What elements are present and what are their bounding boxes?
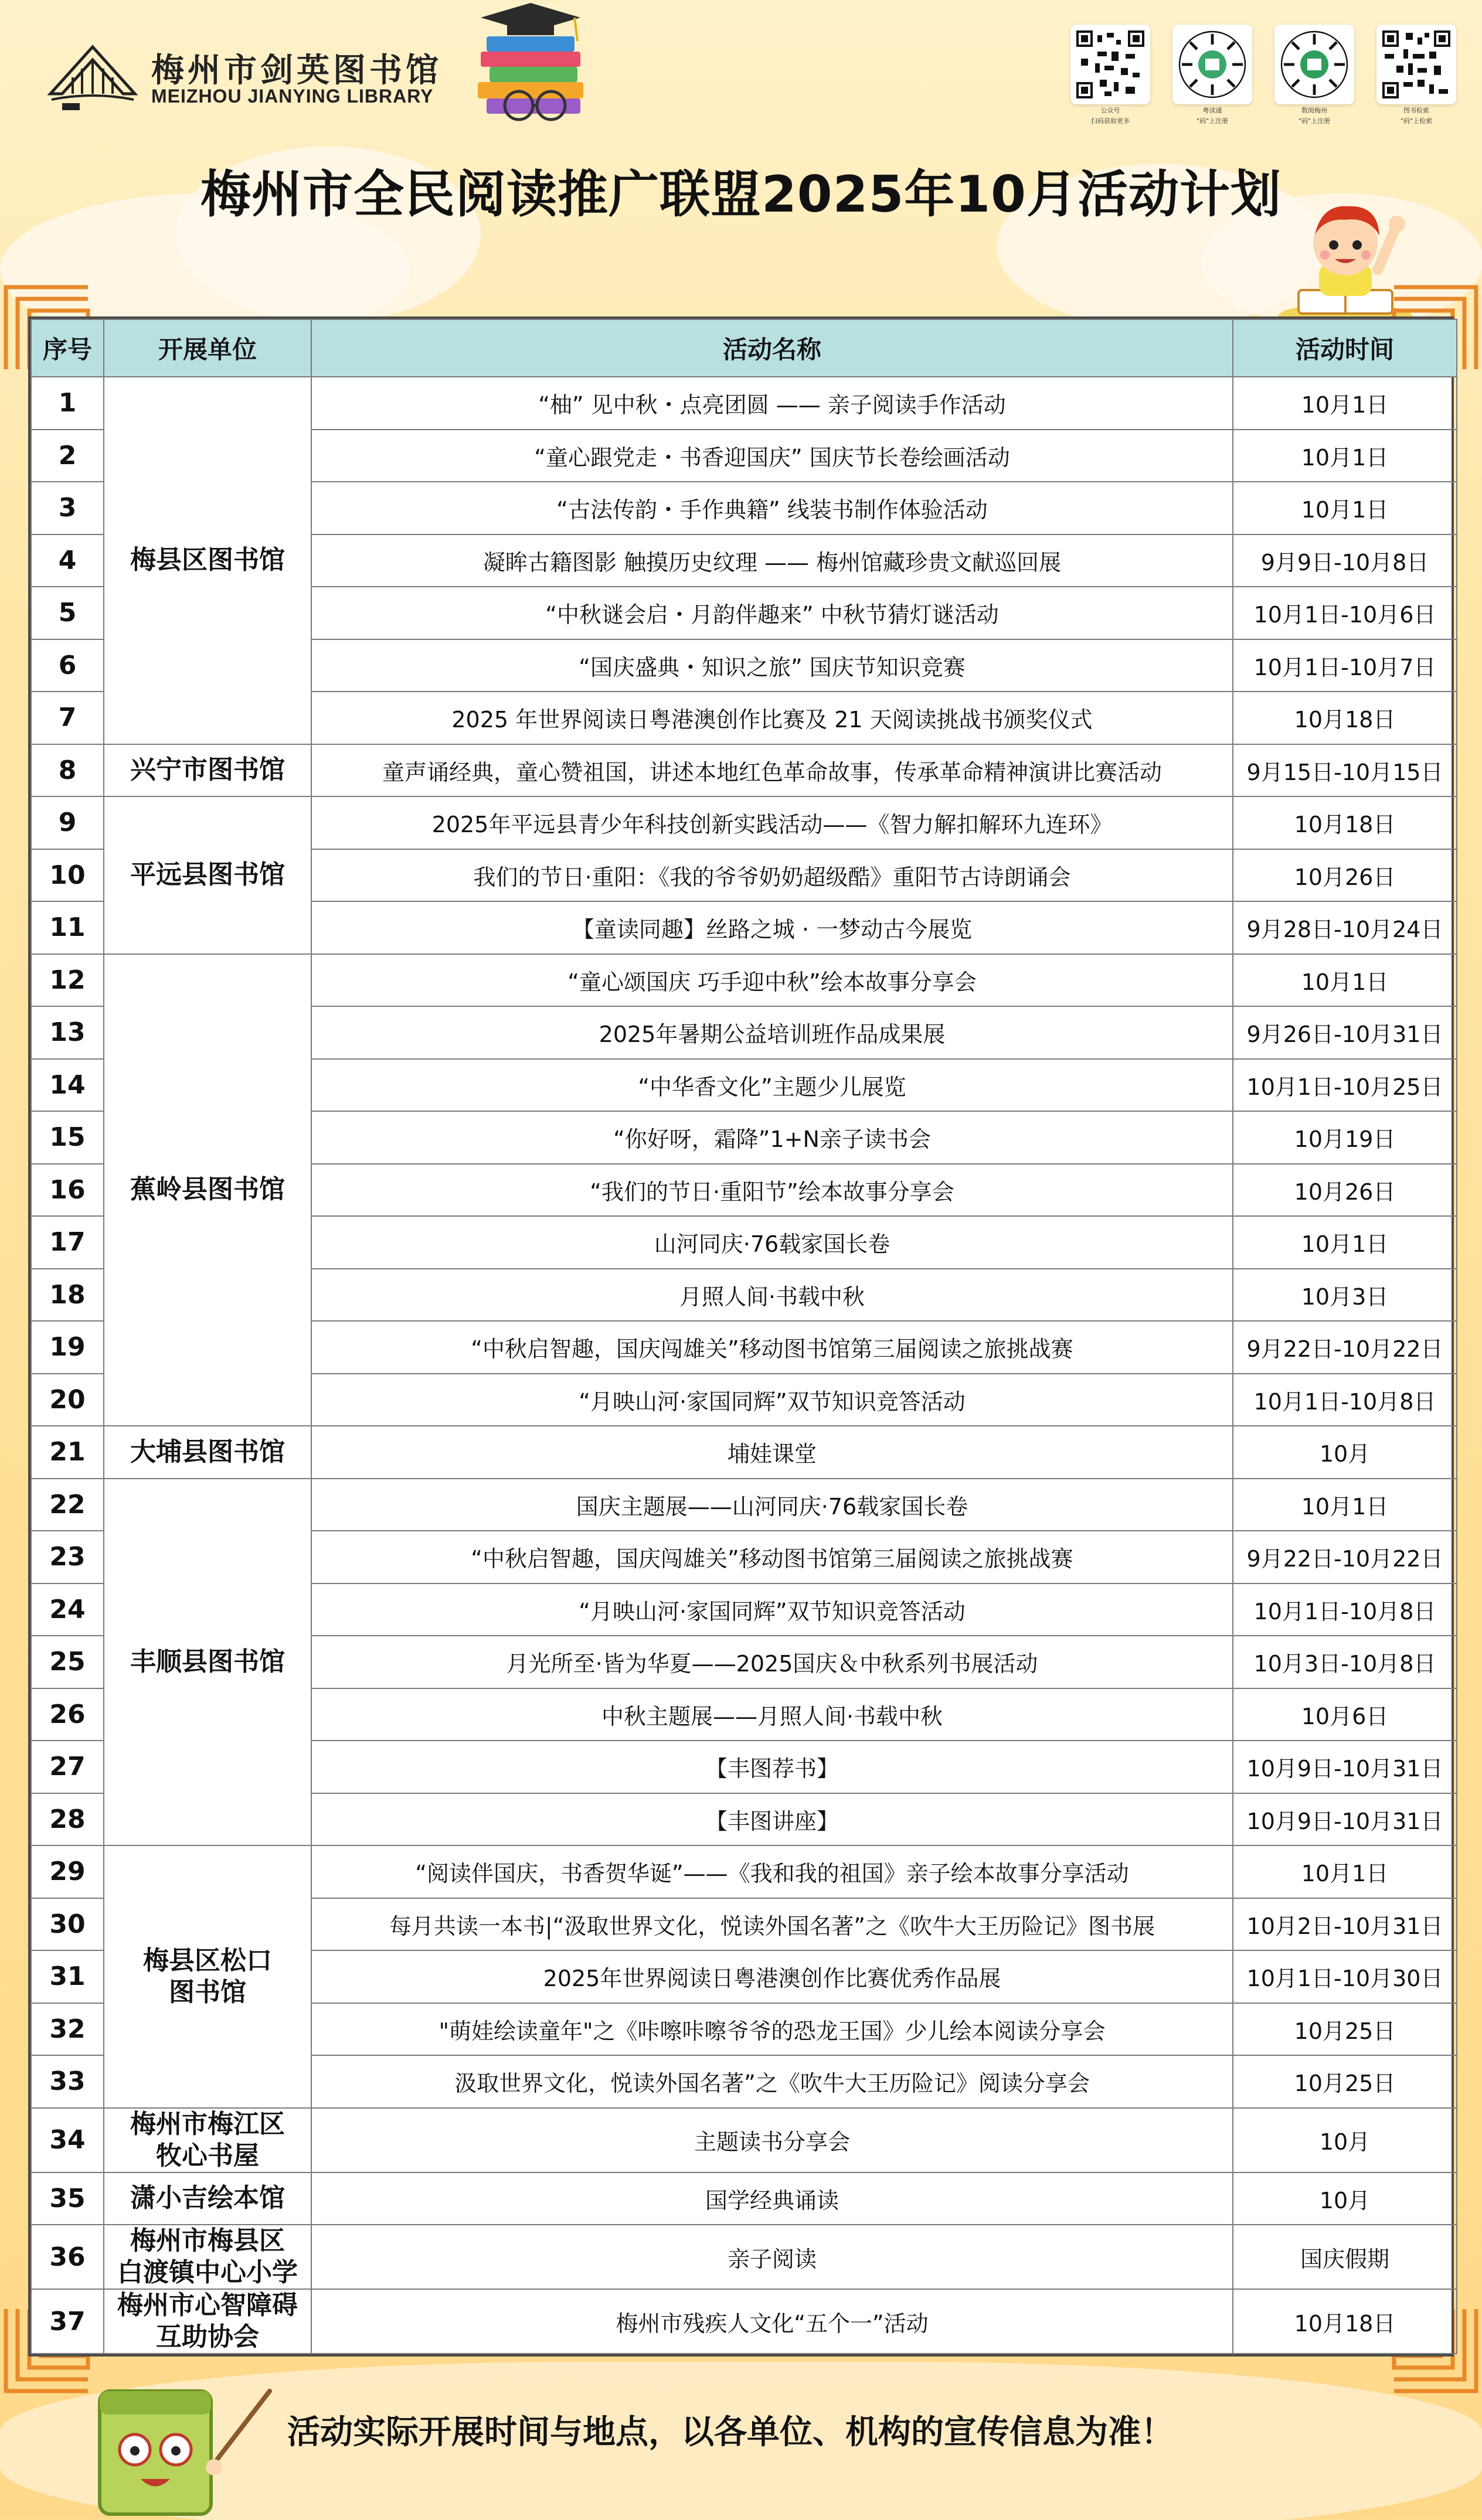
activity-name: “国庆盛典・知识之旅” 国庆节知识竞赛 <box>311 639 1233 692</box>
row-number: 20 <box>31 1374 104 1426</box>
organizing-unit: 丰顺县图书馆 <box>104 1479 311 1846</box>
activity-name: “月映山河·家国同辉”双节知识竞答活动 <box>311 1374 1233 1426</box>
activity-name: 埔娃课堂 <box>311 1426 1233 1479</box>
activity-name: “阅读伴国庆，书香贺华诞”——《我和我的祖国》亲子绘本故事分享活动 <box>311 1845 1233 1898</box>
row-number: 7 <box>31 692 104 744</box>
activity-name: “中秋谜会启・月韵伴趣来” 中秋节猜灯谜活动 <box>311 587 1233 639</box>
qr-label-line2: "码"上注册 <box>1298 117 1331 125</box>
qr-code-shuyue-meizhou[interactable] <box>1274 25 1354 125</box>
footer-note: 活动实际开展时间与地点，以各单位、机构的宣传信息为准！ <box>287 2413 1174 2451</box>
qr-code-yuedutong[interactable] <box>1172 25 1252 125</box>
activity-time: 10月18日 <box>1233 2289 1457 2354</box>
activity-time: 10月18日 <box>1233 796 1457 849</box>
activity-name: 童声诵经典，童心赞祖国，讲述本地红色革命故事，传承革命精神演讲比赛活动 <box>311 744 1233 797</box>
activity-time: 10月1日 <box>1233 1216 1457 1269</box>
organizing-unit: 梅州市梅县区 白渡镇中心小学 <box>104 2225 311 2289</box>
activity-name: 每月共读一本书|“汲取世界文化，悦读外国名著”之《吹牛大王历险记》图书展 <box>311 1898 1233 1951</box>
qr-code-icon <box>1076 30 1144 98</box>
activity-time: 9月28日-10月24日 <box>1233 901 1457 954</box>
table-row <box>31 377 1457 430</box>
activity-time: 10月1日-10月8日 <box>1233 1374 1457 1426</box>
row-number: 2 <box>31 430 104 482</box>
activity-time: 10月1日-10月7日 <box>1233 639 1457 692</box>
table-body <box>31 377 1457 2354</box>
activity-name: 我们的节日·重阳：《我的爷爷奶奶超级酷》重阳节古诗朗诵会 <box>311 849 1233 902</box>
organizing-unit: 潇小吉绘本馆 <box>104 2172 311 2225</box>
activity-time: 10月 <box>1233 1426 1457 1479</box>
row-number: 36 <box>31 2225 104 2289</box>
activity-time: 10月1日 <box>1233 377 1457 430</box>
activity-time: 10月1日 <box>1233 954 1457 1007</box>
activity-name: 梅州市残疾人文化“五个一”活动 <box>311 2289 1233 2354</box>
organizing-unit: 梅州市梅江区 牧心书屋 <box>104 2108 311 2172</box>
row-number: 32 <box>31 2003 104 2056</box>
activity-time: 10月1日 <box>1233 1845 1457 1898</box>
activity-name: 主题读书分享会 <box>311 2108 1233 2172</box>
table-row <box>31 2225 1457 2289</box>
row-number: 9 <box>31 796 104 849</box>
activity-name: 【丰图讲座】 <box>311 1793 1233 1846</box>
activity-name: 中秋主题展——月照人间·书载中秋 <box>311 1688 1233 1741</box>
row-number: 26 <box>31 1688 104 1741</box>
table-row <box>31 796 1457 849</box>
row-number: 18 <box>31 1269 104 1322</box>
row-number: 11 <box>31 901 104 954</box>
activity-time: 10月25日 <box>1233 2055 1457 2108</box>
row-number: 37 <box>31 2289 104 2354</box>
qr-code-icon <box>1382 30 1450 98</box>
organizing-unit: 兴宁市图书馆 <box>104 744 311 797</box>
library-name-en: MEIZHOU JIANYING LIBRARY <box>151 86 434 107</box>
qr-code-book-search[interactable] <box>1376 25 1456 125</box>
row-number: 8 <box>31 744 104 797</box>
row-number: 12 <box>31 954 104 1007</box>
qr-label-line1: 粤读通 <box>1202 107 1222 114</box>
activity-name: 月光所至·皆为华夏——2025国庆＆中秋系列书展活动 <box>311 1636 1233 1688</box>
row-number: 1 <box>31 377 104 430</box>
library-logo-icon <box>46 42 140 113</box>
activity-name: “童心跟党走・书香迎国庆” 国庆节长卷绘画活动 <box>311 430 1233 482</box>
activity-name: 【童读同趣】丝路之城 · 一梦动古今展览 <box>311 901 1233 954</box>
activity-time: 10月1日-10月25日 <box>1233 1059 1457 1112</box>
row-number: 17 <box>31 1216 104 1269</box>
qr-label-line2: "码"上注册 <box>1196 117 1229 125</box>
activity-time: 9月9日-10月8日 <box>1233 534 1457 587</box>
library-name-cn: 梅州市剑英图书馆 <box>151 51 442 90</box>
activity-time: 10月3日-10月8日 <box>1233 1636 1457 1688</box>
table-row <box>31 744 1457 797</box>
activity-name: 凝眸古籍图影 触摸历史纹理 —— 梅州馆藏珍贵文献巡回展 <box>311 534 1233 587</box>
page-title: 梅州市全民阅读推广联盟2025年10月活动计划 <box>200 165 1282 224</box>
activity-name: 月照人间·书载中秋 <box>311 1269 1233 1322</box>
activity-time: 10月1日 <box>1233 482 1457 534</box>
activity-time: 9月15日-10月15日 <box>1233 744 1457 797</box>
header-activity-time: 活动时间 <box>1233 319 1457 377</box>
activity-time: 9月26日-10月31日 <box>1233 1006 1457 1059</box>
row-number: 28 <box>31 1793 104 1846</box>
row-number: 15 <box>31 1111 104 1164</box>
organizing-unit: 梅县区松口 图书馆 <box>104 1845 311 2108</box>
book-mascot-illustration <box>76 2368 287 2520</box>
activity-name: 国学经典诵读 <box>311 2172 1233 2225</box>
activity-name: 2025 年世界阅读日粤港澳创作比赛及 21 天阅读挑战书颁奖仪式 <box>311 692 1233 744</box>
activity-time: 10月19日 <box>1233 1111 1457 1164</box>
row-number: 5 <box>31 587 104 639</box>
mini-program-code-icon <box>1178 30 1246 98</box>
activity-name: “古法传韵・手作典籍” 线装书制作体验活动 <box>311 482 1233 534</box>
activity-name: “童心颂国庆 巧手迎中秋”绘本故事分享会 <box>311 954 1233 1007</box>
row-number: 30 <box>31 1898 104 1951</box>
activity-name: 山河同庆·76载家国长卷 <box>311 1216 1233 1269</box>
activity-name: “你好呀，霜降”1+N亲子读书会 <box>311 1111 1233 1164</box>
row-number: 6 <box>31 639 104 692</box>
qr-label-line1: 数阅梅州 <box>1301 107 1327 114</box>
activity-time: 10月1日-10月6日 <box>1233 587 1457 639</box>
row-number: 19 <box>31 1321 104 1374</box>
table-row <box>31 2289 1457 2354</box>
qr-label-line1: 公众号 <box>1100 107 1120 114</box>
row-number: 31 <box>31 1950 104 2003</box>
table-row <box>31 1426 1457 1479</box>
row-number: 24 <box>31 1583 104 1636</box>
organizing-unit: 梅州市心智障碍 互助协会 <box>104 2289 311 2354</box>
row-number: 16 <box>31 1164 104 1217</box>
activity-name: “中秋启智趣，国庆闯雄关”移动图书馆第三届阅读之旅挑战赛 <box>311 1531 1233 1583</box>
activity-name: “柚” 见中秋・点亮团圆 —— 亲子阅读手作活动 <box>311 377 1233 430</box>
qr-label-line2: "码"上检索 <box>1400 117 1433 125</box>
activity-name: 2025年平远县青少年科技创新实践活动——《智力解扣解环九连环》 <box>311 796 1233 849</box>
activity-time: 10月1日 <box>1233 1479 1457 1531</box>
book-stack-icon <box>463 0 598 126</box>
row-number: 35 <box>31 2172 104 2225</box>
row-number: 25 <box>31 1636 104 1688</box>
row-number: 3 <box>31 482 104 534</box>
row-number: 27 <box>31 1741 104 1793</box>
activity-time: 10月1日 <box>1233 430 1457 482</box>
activity-time: 10月26日 <box>1233 849 1457 902</box>
activity-time: 10月6日 <box>1233 1688 1457 1741</box>
row-number: 22 <box>31 1479 104 1531</box>
table-row <box>31 2172 1457 2225</box>
row-number: 13 <box>31 1006 104 1059</box>
qr-label-line2: 扫码获取更多 <box>1091 117 1130 125</box>
row-number: 21 <box>31 1426 104 1479</box>
activity-time: 10月9日-10月31日 <box>1233 1741 1457 1793</box>
activity-name: 【丰图荐书】 <box>311 1741 1233 1793</box>
qr-label-line1: 图书检索 <box>1403 107 1429 114</box>
table-row <box>31 1845 1457 1898</box>
header-number: 序号 <box>31 319 104 377</box>
activity-time: 9月22日-10月22日 <box>1233 1321 1457 1374</box>
organizing-unit: 蕉岭县图书馆 <box>104 954 311 1426</box>
table-row <box>31 2108 1457 2172</box>
activity-time: 10月 <box>1233 2108 1457 2172</box>
activity-time: 9月22日-10月22日 <box>1233 1531 1457 1583</box>
activity-time: 10月18日 <box>1233 692 1457 744</box>
activity-name: 汲取世界文化，悦读外国名著”之《吹牛大王历险记》阅读分享会 <box>311 2055 1233 2108</box>
activity-time: 10月1日-10月30日 <box>1233 1950 1457 2003</box>
activity-time: 国庆假期 <box>1233 2225 1457 2289</box>
header-unit: 开展单位 <box>104 319 311 377</box>
qr-code-public-account[interactable] <box>1070 25 1150 125</box>
activity-name: 2025年暑期公益培训班作品成果展 <box>311 1006 1233 1059</box>
row-number: 33 <box>31 2055 104 2108</box>
activity-name: "萌娃绘读童年"之《咔嚓咔嚓爷爷的恐龙王国》少儿绘本阅读分享会 <box>311 2003 1233 2056</box>
organizing-unit: 平远县图书馆 <box>104 796 311 954</box>
activity-name: “月映山河·家国同辉”双节知识竞答活动 <box>311 1583 1233 1636</box>
row-number: 14 <box>31 1059 104 1112</box>
table-header-row <box>31 319 1457 377</box>
row-number: 23 <box>31 1531 104 1583</box>
organizing-unit: 大埔县图书馆 <box>104 1426 311 1479</box>
row-number: 29 <box>31 1845 104 1898</box>
row-number: 4 <box>31 534 104 587</box>
table-row <box>31 954 1457 1007</box>
activity-time: 10月2日-10月31日 <box>1233 1898 1457 1951</box>
organizing-unit: 梅县区图书馆 <box>104 377 311 744</box>
activity-name: “我们的节日·重阳节”绘本故事分享会 <box>311 1164 1233 1217</box>
mini-program-code-icon <box>1280 30 1348 98</box>
activity-name: “中华香文化”主题少儿展览 <box>311 1059 1233 1112</box>
activity-table <box>28 316 1454 2356</box>
header-activity-name: 活动名称 <box>311 319 1233 377</box>
table-row <box>31 1479 1457 1531</box>
activity-time: 10月25日 <box>1233 2003 1457 2056</box>
activity-name: 2025年世界阅读日粤港澳创作比赛优秀作品展 <box>311 1950 1233 2003</box>
activity-name: 国庆主题展——山河同庆·76载家国长卷 <box>311 1479 1233 1531</box>
activity-time: 10月1日-10月8日 <box>1233 1583 1457 1636</box>
activity-time: 10月3日 <box>1233 1269 1457 1322</box>
activity-name: 亲子阅读 <box>311 2225 1233 2289</box>
activity-name: “中秋启智趣，国庆闯雄关”移动图书馆第三届阅读之旅挑战赛 <box>311 1321 1233 1374</box>
row-number: 10 <box>31 849 104 902</box>
row-number: 34 <box>31 2108 104 2172</box>
activity-time: 10月 <box>1233 2172 1457 2225</box>
activity-time: 10月26日 <box>1233 1164 1457 1217</box>
activity-time: 10月9日-10月31日 <box>1233 1793 1457 1846</box>
